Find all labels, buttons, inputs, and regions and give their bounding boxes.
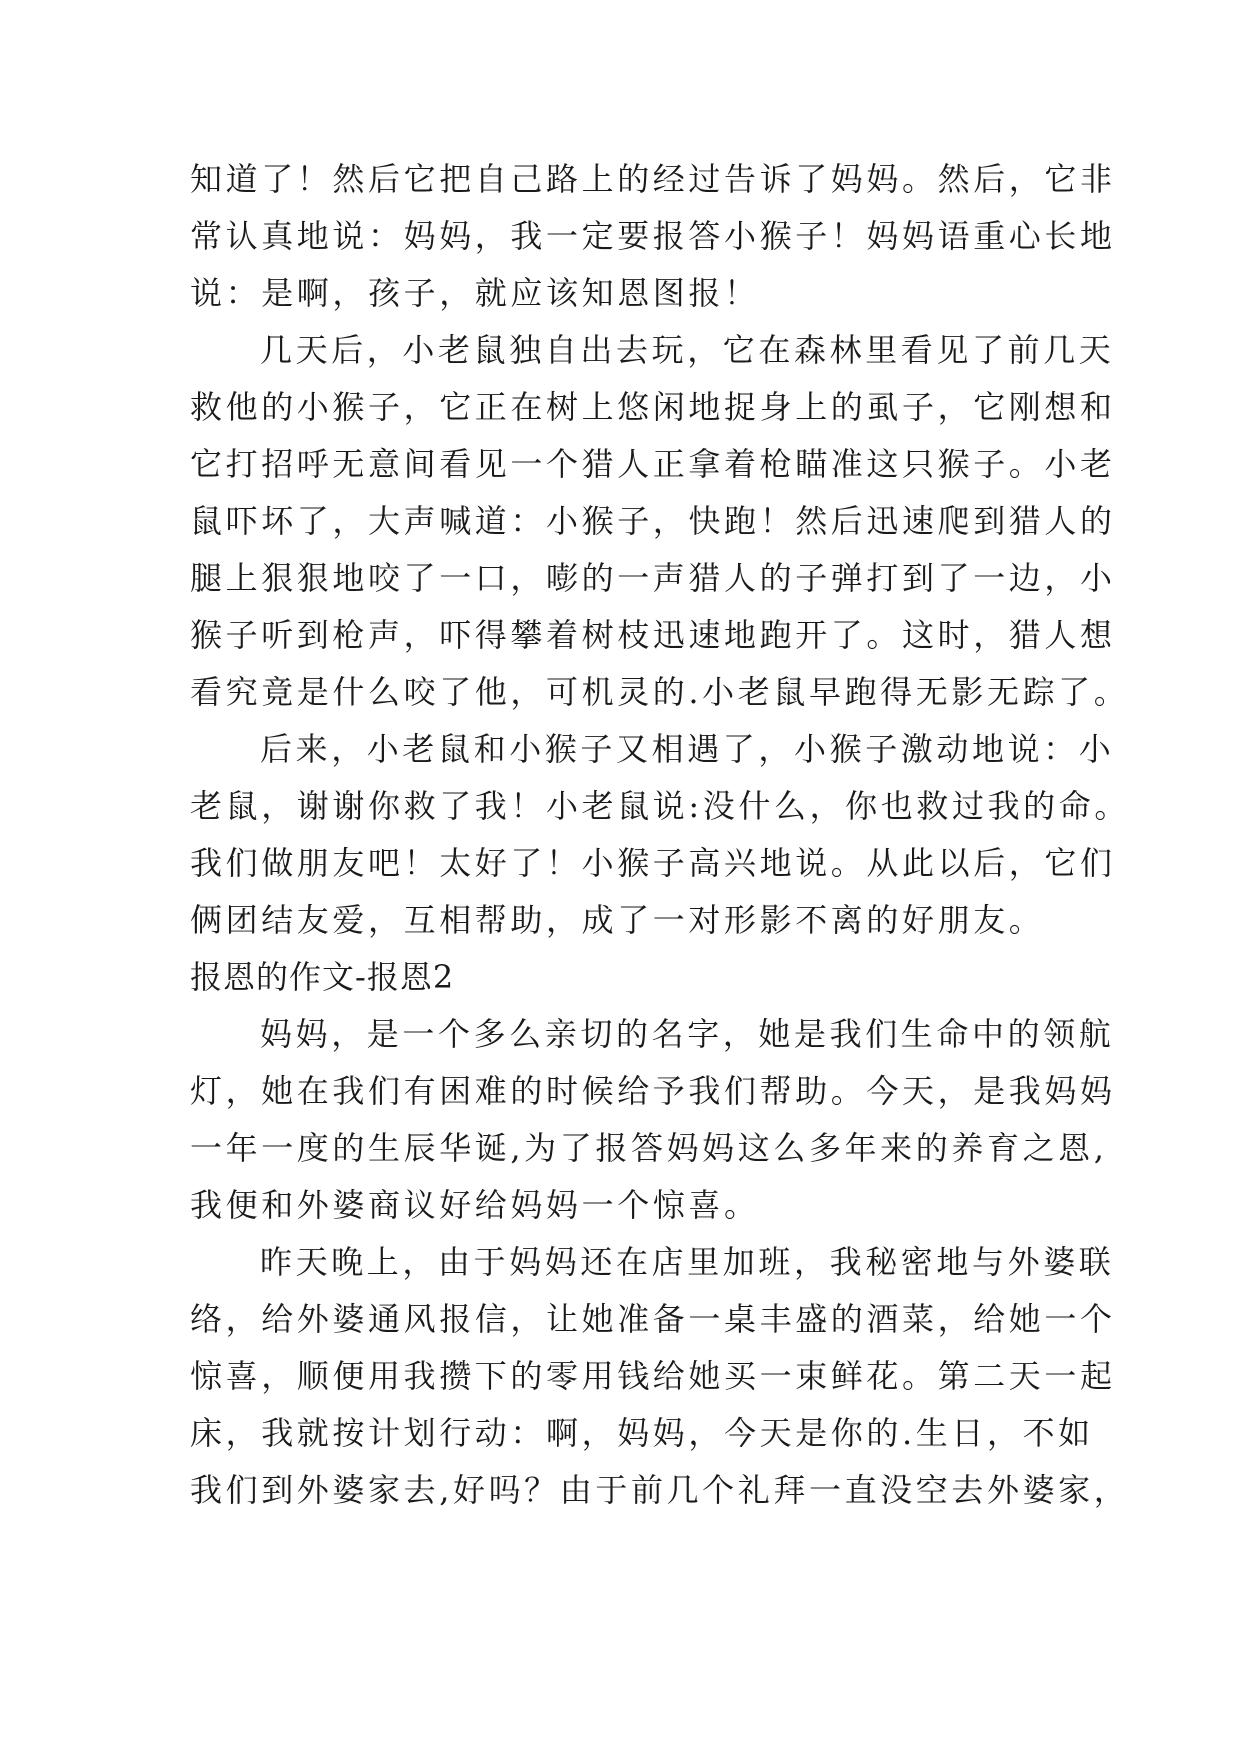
paragraph-3: [190, 721, 1130, 949]
text-line: 妈妈，是一个多么亲切的名字，她是我们生命中的领航: [260, 1015, 1115, 1053]
text-line: 救他的小猴子，它正在树上悠闲地捉身上的虱子，它刚想和: [190, 388, 1116, 426]
text-line: 床，我就按计划行动：啊，妈妈，今天是你的.生日，不如: [190, 1414, 1094, 1452]
paragraph-2: [190, 322, 1130, 721]
text-line: 俩团结友爱，互相帮助，成了一对形影不离的好朋友。: [190, 901, 1045, 939]
text-line: 知道了！然后它把自己路上的经过告诉了妈妈。然后，它非: [190, 160, 1116, 198]
paragraph-5: [190, 1234, 1130, 1519]
document-body: [190, 151, 1130, 1519]
text-line: 我们到外婆家去,好吗？由于前几个礼拜一直没空去外婆家，: [190, 1471, 1130, 1509]
text-line: 老鼠，谢谢你救了我！小老鼠说:没什么，你也救过我的命。: [190, 787, 1130, 825]
text-line: 说：是啊，孩子，就应该知恩图报！: [190, 274, 760, 312]
text-line: 看究竟是什么咬了他，可机灵的.小老鼠早跑得无影无踪了。: [190, 673, 1130, 711]
text-line: 我便和外婆商议好给妈妈一个惊喜。: [190, 1186, 760, 1224]
text-line: 络，给外婆通风报信，让她准备一桌丰盛的酒菜，给她一个: [190, 1300, 1116, 1338]
text-line: 我们做朋友吧！太好了！小猴子高兴地说。从此以后，它们: [190, 844, 1116, 882]
text-line: 几天后，小老鼠独自出去玩，它在森林里看见了前几天: [260, 331, 1115, 369]
text-line: 腿上狠狠地咬了一口，嘭的一声猎人的子弹打到了一边，小: [190, 559, 1116, 597]
text-line: 常认真地说：妈妈，我一定要报答小猴子！妈妈语重心长地: [190, 217, 1116, 255]
text-line: 惊喜，顺便用我攒下的零用钱给她买一束鲜花。第二天一起: [190, 1357, 1116, 1395]
paragraph-1: [190, 151, 1116, 322]
text-line: 一年一度的生辰华诞,为了报答妈妈这么多年来的养育之恩,: [190, 1129, 1108, 1167]
text-line: 昨天晚上，由于妈妈还在店里加班，我秘密地与外婆联: [260, 1243, 1115, 1281]
section-heading: 报恩的作文-报恩2: [190, 958, 455, 996]
text-line: 猴子听到枪声，吓得攀着树枝迅速地跑开了。这时，猎人想: [190, 616, 1116, 654]
text-line: 后来，小老鼠和小猴子又相遇了，小猴子激动地说：小: [260, 730, 1115, 768]
text-line: 它打招呼无意间看见一个猎人正拿着枪瞄准这只猴子。小老: [190, 445, 1116, 483]
text-line: 灯，她在我们有困难的时候给予我们帮助。今天，是我妈妈: [190, 1072, 1116, 1110]
text-line: 鼠吓坏了，大声喊道：小猴子，快跑！然后迅速爬到猎人的: [190, 502, 1116, 540]
paragraph-4: [190, 1006, 1116, 1234]
